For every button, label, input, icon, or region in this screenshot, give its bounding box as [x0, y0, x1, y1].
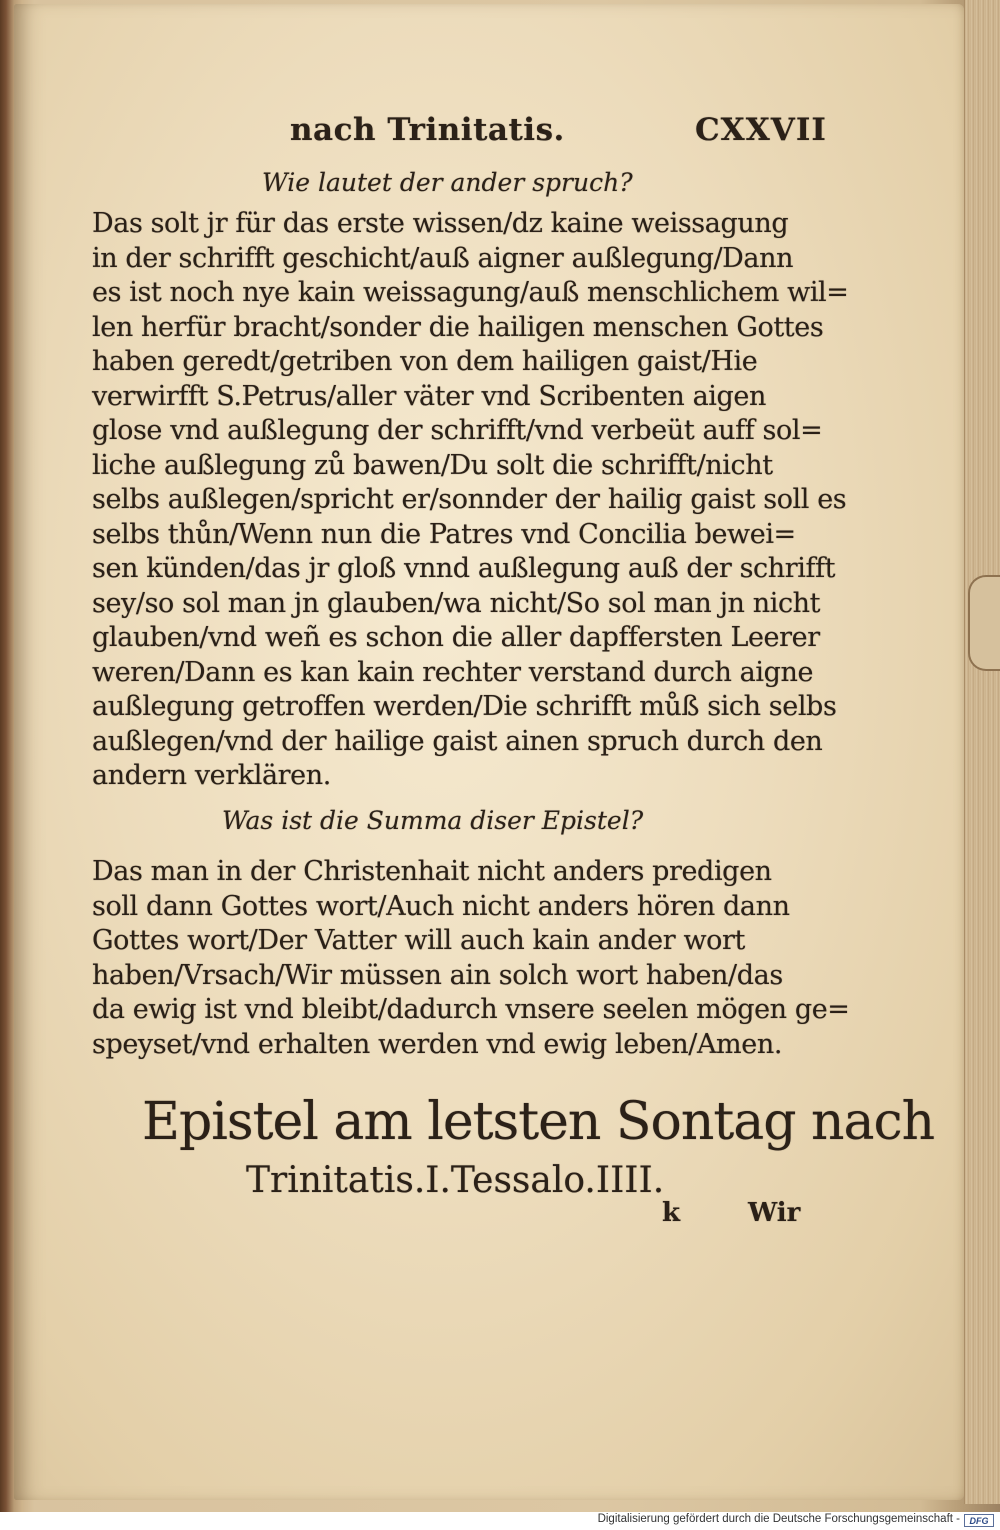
text-line: len herfür bracht/sonder die hailigen menschen Gottes	[92, 311, 824, 343]
text-line: liche außlegung zů bawen/Du solt die schrifft/nicht	[92, 449, 773, 481]
text-line: sey/so sol man jn glauben/wa nicht/So sol man jn nicht	[92, 587, 821, 619]
text-line: selbs außlegen/spricht er/sonnder der hailig gaist soll es	[92, 484, 847, 515]
text-line: glauben/vnd weñ es schon die aller dapffersten Leerer	[92, 622, 820, 653]
section-subheading: Trinitatis.I.Tessalo.IIII.	[246, 1160, 665, 1201]
running-head: nach Trinitatis.	[290, 112, 565, 148]
text-line: verwirfft S.Petrus/aller väter vnd Scribenten aigen	[92, 380, 766, 412]
text-line: es ist noch nye kain weissagung/auß menschlichem wil=	[92, 277, 849, 308]
text-line: in der schrifft geschicht/auß aigner außlegung/Dann	[92, 242, 794, 274]
signature-mark: k	[662, 1198, 681, 1228]
text-line: Das solt jr für das erste wissen/dz kaine weissagung	[92, 208, 789, 239]
text-line: soll dann Gottes wort/Auch nicht anders hören dann	[92, 890, 790, 922]
page-clasp-tab	[968, 575, 1000, 671]
text-line: andern verklären.	[92, 760, 331, 791]
text-line: Das man in der Christenhait nicht anders predigen	[92, 856, 772, 887]
text-line: speyset/vnd erhalten werden vnd ewig leben/Amen.	[92, 1028, 783, 1060]
text-line: selbs thůn/Wenn nun die Patres vnd Concilia bewei=	[92, 518, 796, 550]
question-heading-2: Was ist die Summa diser Epistel?	[222, 806, 644, 835]
dfg-logo: DFG	[964, 1514, 994, 1527]
section-heading: Epistel am letsten Sontag nach	[142, 1092, 935, 1152]
folio-number: CXXVII	[695, 112, 827, 148]
text-line: haben/Vrsach/Wir müssen ain solch wort haben/das	[92, 959, 783, 991]
text-line: glose vnd außlegung der schrifft/vnd verbeüt auff sol=	[92, 415, 823, 446]
catchword: Wir	[748, 1198, 801, 1228]
question-heading-1: Wie lautet der ander spruch?	[262, 168, 633, 197]
page-edges	[964, 0, 1000, 1504]
text-line: haben geredt/getriben von dem hailigen gaist/Hie	[92, 346, 758, 377]
footer-credit: Digitalisierung gefördert durch die Deutsche Forschungsgemeinschaft -	[597, 1513, 960, 1525]
text-line: weren/Dann es kan kain rechter verstand durch aigne	[92, 656, 814, 688]
text-line: da ewig ist vnd bleibt/dadurch vnsere seelen mögen ge=	[92, 994, 850, 1025]
text-line: Gottes wort/Der Vatter will auch kain ander wort	[92, 925, 745, 956]
text-line: außlegen/vnd der hailige gaist ainen spruch durch den	[92, 725, 823, 757]
text-line: außlegung getroffen werden/Die schrifft můß sich selbs	[92, 691, 837, 722]
text-line: sen künden/das jr gloß vnnd außlegung auß der schrifft	[92, 553, 836, 584]
